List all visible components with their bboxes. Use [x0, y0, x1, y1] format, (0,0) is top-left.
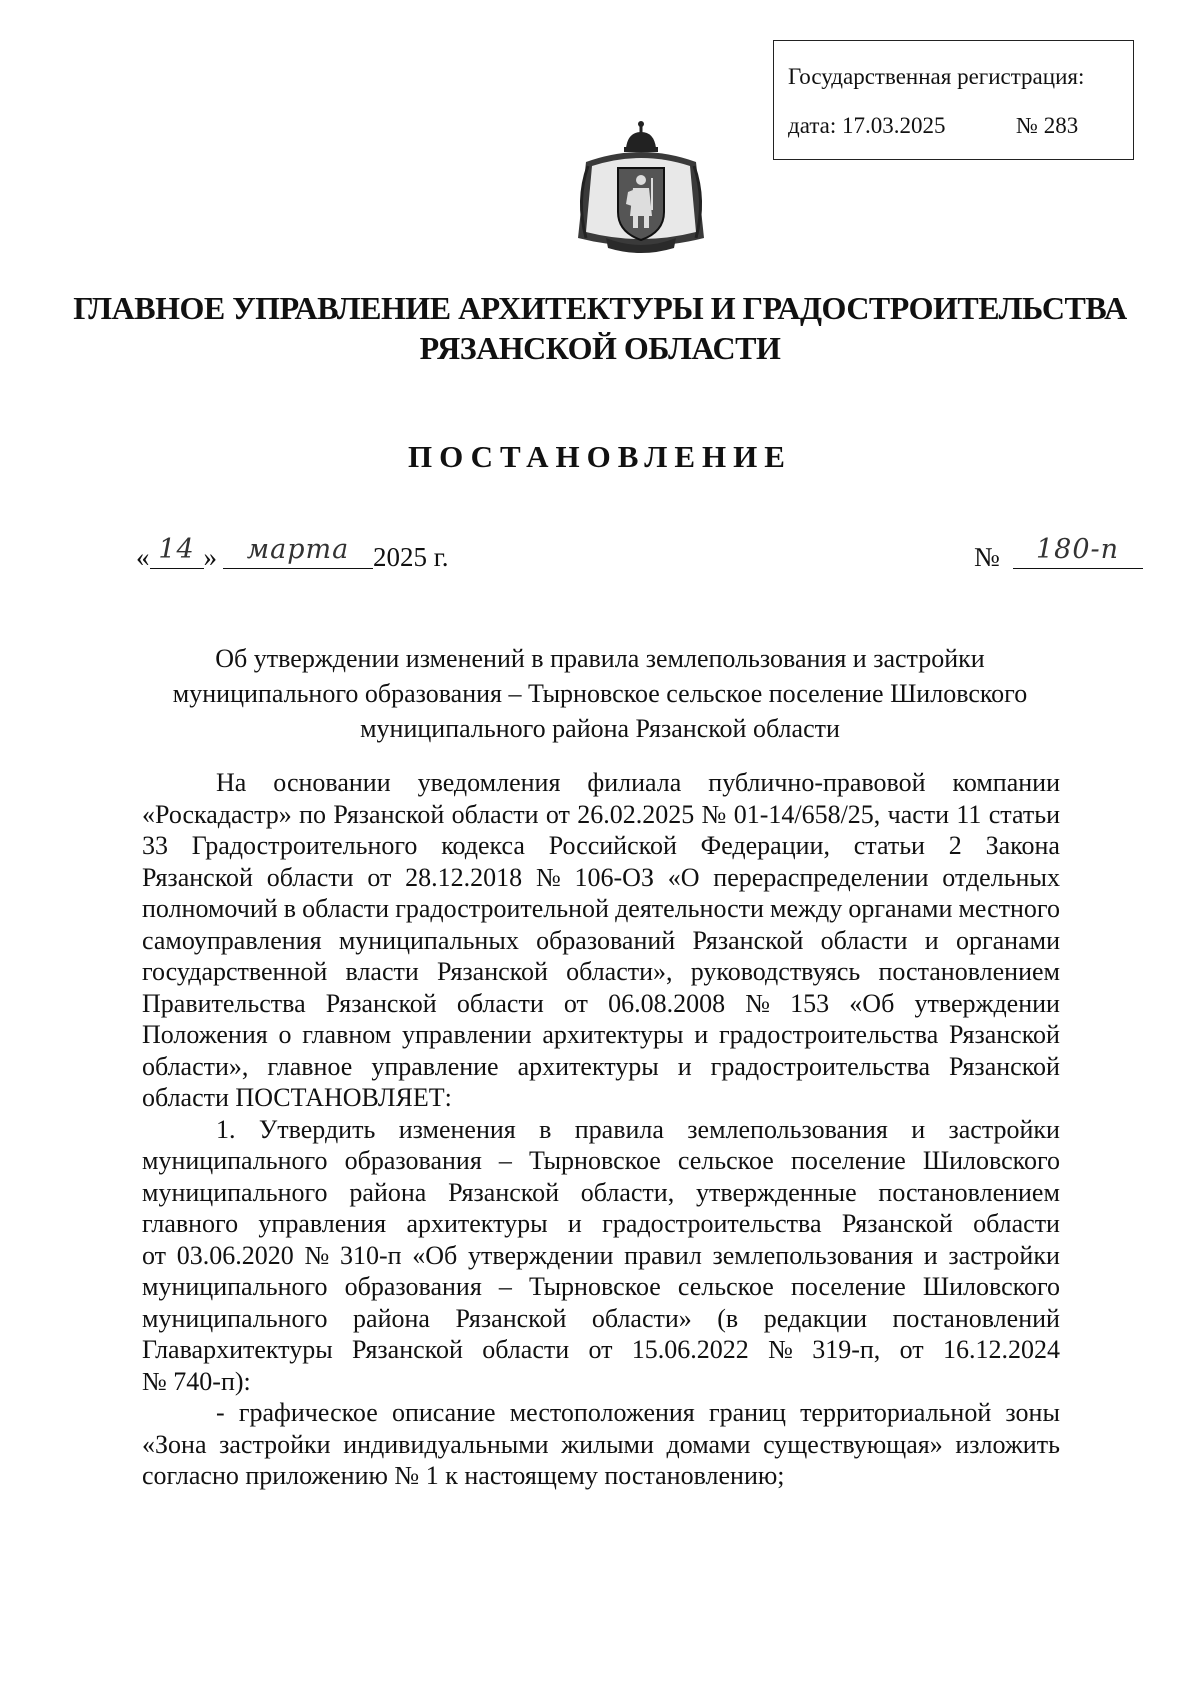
body-line: области ПОСТАНОВЛЯЕТ: — [142, 1083, 452, 1112]
body-word: 01-14/658/25, — [733, 799, 881, 829]
body-word: от — [142, 1240, 167, 1270]
body-line — [142, 893, 1060, 925]
body-word: власти — [345, 957, 419, 986]
body-word: 15.06.2022 — [631, 1335, 749, 1364]
body-word: № — [535, 862, 561, 892]
body-word: № — [745, 988, 771, 1018]
body-word: статьи — [988, 799, 1060, 829]
body-word: Главархитектуры — [142, 1335, 333, 1364]
body-word: 2 — [948, 831, 962, 860]
body-word: органами — [955, 925, 1060, 955]
number-value: 180-п — [1035, 534, 1120, 565]
date-day: 14 — [158, 534, 195, 565]
body-word: от — [367, 862, 392, 892]
registration-date: дата: 17.03.2025 — [788, 113, 946, 138]
body-word: о — [278, 1020, 292, 1049]
body-line — [142, 1334, 1060, 1366]
date-month: марта — [246, 534, 350, 565]
body-word: № — [701, 799, 727, 829]
body-word: территориальной — [800, 1398, 992, 1427]
body-word: части — [887, 799, 950, 829]
body-word: муниципального — [142, 1146, 328, 1175]
body-line — [142, 925, 1060, 957]
body-line: согласно приложению № 1 к настоящему постановлению; — [142, 1461, 785, 1490]
body-line — [142, 1271, 1060, 1303]
body-word: 03.06.2020 — [176, 1240, 294, 1270]
subject-line: муниципального образования – Тырновское сельское поселение Шиловского — [172, 679, 1028, 708]
body-word: компании — [952, 768, 1060, 797]
body-word: статьи — [853, 831, 925, 860]
body-line — [142, 862, 1060, 894]
organization-name-line2: РЯЗАНСКОЙ ОБЛАСТИ — [419, 330, 781, 366]
body-word: застройки — [948, 1114, 1060, 1144]
body-word: изменения — [398, 1114, 516, 1144]
body-line — [142, 1145, 1060, 1177]
body-word: от — [588, 1335, 613, 1364]
body-line — [142, 956, 1060, 988]
body-word: жилыми — [561, 1429, 654, 1459]
body-word: и — [911, 1114, 926, 1144]
body-word: образований — [536, 925, 676, 955]
body-word: № — [768, 1335, 793, 1364]
registration-number: № 283 — [1016, 113, 1079, 138]
body-word: изложить — [955, 1429, 1060, 1459]
body-line — [142, 988, 1060, 1020]
body-word: Тырновское — [529, 1146, 661, 1175]
body-word: главного — [142, 1209, 239, 1238]
body-word: и — [694, 1020, 709, 1049]
date-close-quote: » — [203, 542, 217, 572]
body-line — [142, 1019, 1060, 1051]
body-word: зоны — [1005, 1398, 1060, 1427]
body-line — [142, 1397, 1060, 1429]
body-word: постановлением — [878, 957, 1060, 986]
body-word: органами — [848, 894, 953, 923]
body-word: от — [899, 1335, 924, 1364]
body-line: № 740-п): — [142, 1366, 251, 1396]
body-word: между — [770, 894, 843, 923]
body-line — [142, 1303, 1060, 1335]
body-line — [142, 830, 1060, 862]
body-word: градостроительства — [718, 1020, 939, 1049]
body-word: государственной — [142, 957, 328, 986]
body-word: поселение — [790, 1146, 906, 1175]
body-word: и — [677, 1051, 692, 1081]
body-word: Положения — [142, 1020, 268, 1049]
body-word: описание — [391, 1398, 496, 1427]
body-word: области», — [142, 1051, 249, 1081]
body-word: сельское — [677, 1146, 774, 1175]
body-word: Рязанской — [949, 1020, 1060, 1049]
body-word: управление — [371, 1051, 499, 1081]
document-type-heading: ПОСТАНОВЛЕНИЕ — [408, 439, 792, 474]
body-word: 06.08.2008 — [608, 988, 726, 1018]
date-year: 2025 г. — [373, 542, 449, 572]
body-word: в — [283, 894, 297, 923]
body-word: Федерации, — [700, 831, 830, 860]
body-word: образования — [344, 1272, 482, 1301]
body-word: 16.12.2024 — [942, 1335, 1060, 1364]
body-word: 26.02.2025 — [577, 799, 695, 829]
body-word: индивидуальными — [343, 1429, 549, 1459]
body-word: Шиловского — [922, 1272, 1060, 1301]
body-word: местоположения — [509, 1398, 695, 1427]
body-line — [142, 1051, 1060, 1083]
body-word: области — [266, 862, 354, 892]
body-word: 28.12.2018 — [405, 862, 523, 892]
body-word: основании — [273, 768, 391, 797]
body-word: Рязанской — [333, 799, 445, 829]
body-word: самоуправления — [142, 925, 322, 955]
number-label: № — [974, 542, 1000, 572]
body-word: – — [498, 1272, 512, 1301]
body-word: области — [456, 988, 544, 1018]
body-word: муниципальных — [338, 925, 519, 955]
body-word: деятельности — [615, 894, 764, 923]
body-word: архитектуры — [542, 1020, 684, 1049]
body-word: Градостроительного — [191, 831, 418, 860]
body-word: области, — [580, 1177, 675, 1207]
body-word: района — [349, 1177, 427, 1207]
body-word: муниципального — [142, 1272, 328, 1301]
body-word: «Роскадастр» — [142, 799, 292, 829]
body-word: правила — [574, 1114, 664, 1144]
state-registration-stamp — [773, 40, 1134, 160]
date-day-field — [150, 534, 204, 569]
body-word: района — [353, 1303, 430, 1333]
body-word: Шиловского — [922, 1146, 1060, 1175]
body-word: местного — [958, 894, 1060, 923]
document-number — [974, 534, 1143, 572]
body-line — [142, 1208, 1060, 1240]
body-word: Рязанской — [841, 1209, 953, 1238]
document-date — [136, 534, 449, 572]
coat-of-arms-icon — [566, 120, 716, 260]
body-word: 11 — [956, 799, 982, 829]
body-word: застройки — [219, 1429, 331, 1459]
date-month-field — [223, 534, 373, 569]
body-word: графическое — [238, 1398, 378, 1427]
body-word: «Зона — [142, 1429, 207, 1459]
body-word: и — [924, 925, 939, 955]
number-field — [1013, 534, 1143, 569]
body-word: и — [923, 1240, 938, 1270]
subject-line: Об утверждении изменений в правила землепользования и застройки — [215, 644, 985, 673]
body-word: архитектуры — [517, 1051, 659, 1081]
body-word: образования — [344, 1146, 482, 1175]
body-word: градостроительства — [602, 1209, 822, 1238]
body-line — [142, 799, 1060, 831]
body-word: области — [451, 799, 539, 829]
body-word: муниципального — [142, 1177, 328, 1207]
body-word: перераспределении — [713, 862, 929, 892]
body-word: (в — [717, 1303, 739, 1333]
body-word: утверждении — [467, 1240, 614, 1270]
body-line — [142, 767, 1060, 799]
body-word: области — [482, 1335, 570, 1364]
body-word: Тырновское — [529, 1272, 661, 1301]
body-word: Утвердить — [258, 1114, 376, 1144]
body-word: редакции — [763, 1303, 868, 1333]
body-word: кодекса — [441, 831, 525, 860]
body-line — [142, 1114, 1060, 1146]
body-line — [142, 1240, 1060, 1272]
body-word: № — [304, 1240, 330, 1270]
body-word: 310-п — [339, 1240, 402, 1270]
body-word: градостроительной — [395, 894, 609, 923]
body-word: поселение — [790, 1272, 906, 1301]
body-word: 319-п, — [812, 1335, 881, 1364]
body-word: землепользования — [712, 1240, 914, 1270]
body-word: землепользования — [687, 1114, 888, 1144]
body-word: архитектуры — [406, 1209, 548, 1238]
body-word: Закона — [985, 831, 1060, 860]
body-word: и — [567, 1209, 582, 1238]
body-word: управления — [258, 1209, 387, 1238]
body-word: - — [216, 1398, 225, 1427]
body-word: публично-правовой — [708, 768, 926, 797]
body-word: Рязанской — [448, 1177, 559, 1207]
body-word: области — [820, 925, 908, 955]
body-word: 106-ОЗ — [574, 862, 654, 892]
document-subject — [140, 641, 1060, 746]
body-word: отдельных — [942, 862, 1060, 892]
body-word: существующая» — [763, 1429, 943, 1459]
body-word: градостроительства — [710, 1051, 930, 1081]
body-word: полномочий — [142, 894, 278, 923]
body-word: домами — [666, 1429, 751, 1459]
body-word: 33 — [142, 831, 168, 860]
body-line — [142, 1429, 1060, 1461]
body-word: главное — [267, 1051, 353, 1081]
organization-name-line1: ГЛАВНОЕ УПРАВЛЕНИЕ АРХИТЕКТУРЫ И ГРАДОСТРОИТЕЛЬСТВА — [73, 290, 1127, 326]
body-word: от — [545, 799, 570, 829]
body-word: Рязанской — [351, 1335, 463, 1364]
body-word: в — [539, 1114, 552, 1144]
body-word: Рязанской — [455, 1303, 567, 1333]
body-word: утверждении — [914, 988, 1060, 1018]
body-word: утвержденные — [696, 1177, 857, 1207]
body-word: области» — [591, 1303, 692, 1333]
body-word: главном — [302, 1020, 392, 1049]
body-word: «О — [667, 862, 700, 892]
body-word: уведомления — [417, 768, 561, 797]
body-word: от — [563, 988, 588, 1018]
body-word: «Об — [412, 1240, 458, 1270]
body-word: филиала — [587, 768, 682, 797]
body-word: постановлением — [878, 1177, 1060, 1207]
body-word: руководствуясь — [690, 957, 861, 986]
body-word: сельское — [677, 1272, 774, 1301]
body-word: области — [302, 894, 390, 923]
date-open-quote: « — [136, 542, 150, 572]
body-word: застройки — [948, 1240, 1060, 1270]
body-word: 153 — [790, 988, 830, 1018]
body-word: Рязанской — [142, 862, 253, 892]
body-word: правил — [624, 1240, 702, 1270]
body-word: – — [498, 1146, 512, 1175]
body-word: «Об — [849, 988, 895, 1018]
subject-line: муниципального района Рязанской области — [360, 714, 840, 743]
body-word: по — [299, 799, 327, 829]
body-word: муниципального — [142, 1303, 328, 1333]
body-word: постановлений — [892, 1303, 1060, 1333]
body-word: Правительства — [142, 988, 306, 1018]
body-line — [142, 1177, 1060, 1209]
body-word: управлении — [401, 1020, 532, 1049]
body-word: Рязанской — [692, 925, 804, 955]
body-word: области — [973, 1209, 1060, 1238]
body-word: На — [216, 768, 247, 797]
body-word: Рязанской — [325, 988, 437, 1018]
body-word: Рязанской — [949, 1051, 1060, 1081]
body-word: области», — [566, 957, 673, 986]
body-word: Российской — [548, 831, 677, 860]
registration-title: Государственная регистрация: — [788, 64, 1085, 89]
body-word: Рязанской — [436, 957, 548, 986]
body-word: 1. — [216, 1114, 236, 1144]
document-body — [142, 767, 1060, 1492]
body-word: границ — [708, 1398, 786, 1427]
